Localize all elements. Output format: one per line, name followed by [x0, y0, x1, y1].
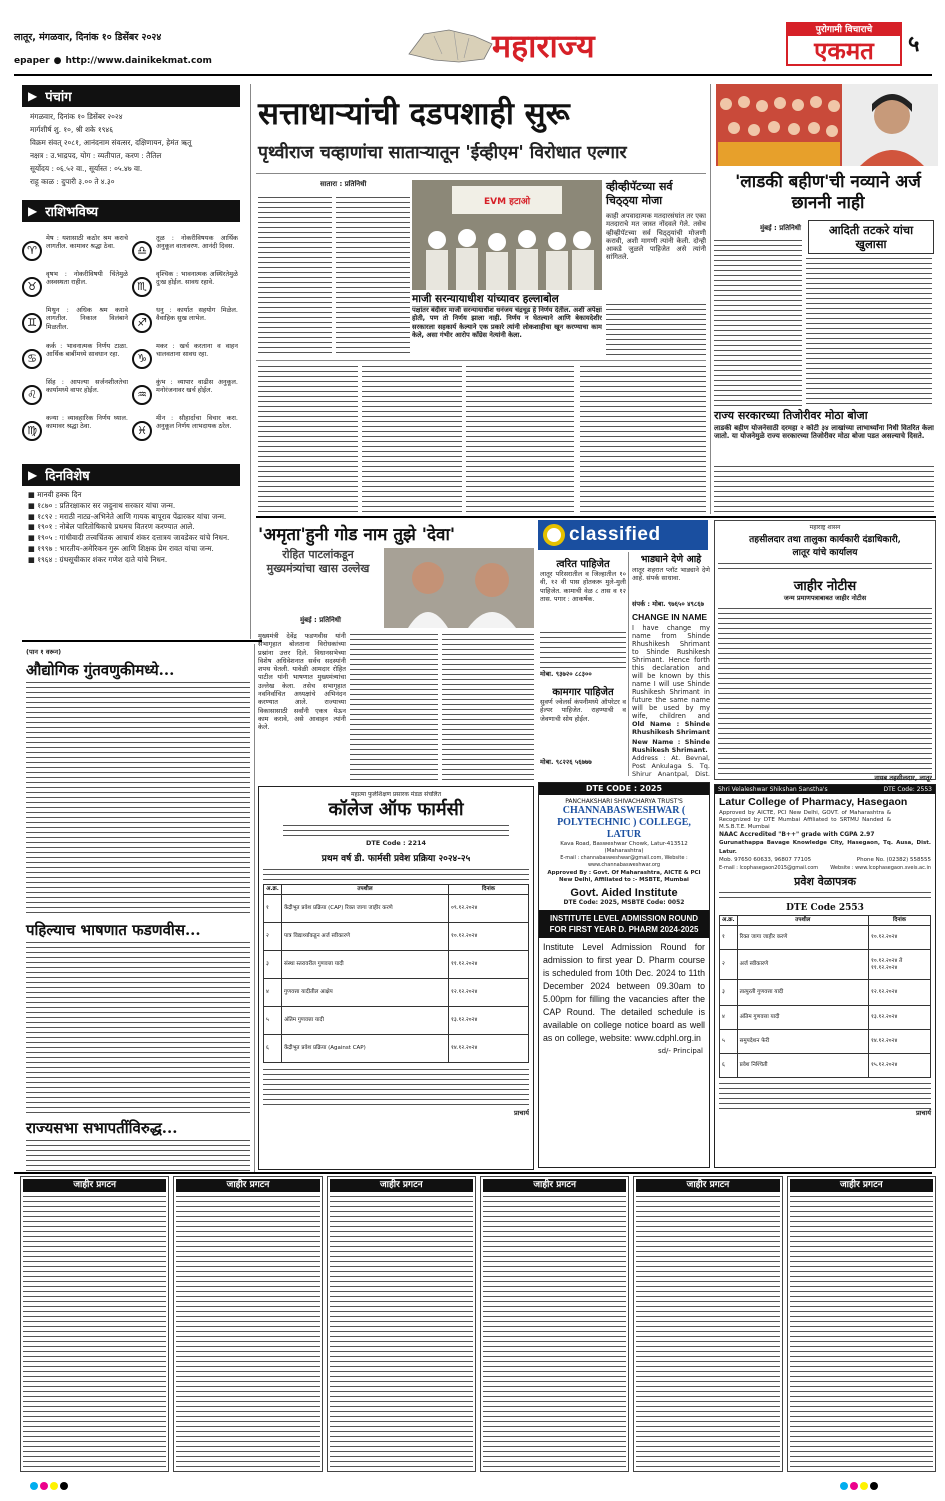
poly-approved: Approved By : Govt. Of Maharashtra, AICTE & PCI New Delhi, Affiliated to :- MSBTE, Mumbai	[547, 870, 701, 883]
pharmacy-dte: DTE Code : 2214	[365, 839, 427, 848]
col-divider	[250, 84, 251, 639]
lead-mid-rule	[256, 360, 706, 361]
classified-header	[538, 520, 708, 550]
change-old-name: Old Name : Shinde Rhushikesh Shrimant	[632, 720, 710, 736]
masthead	[14, 22, 932, 74]
dinvishesh-header	[22, 464, 240, 486]
panchang-line: मार्गशीर्ष शु. १०, श्री शके १९४६	[30, 125, 114, 134]
classified-phone3: संपर्क : मोबा. ९७६५० ४९८६७	[632, 600, 704, 608]
panchang-line: राहू काळ : दुपारी ३.०० ते ४.३०	[30, 177, 115, 186]
latur-code: DTE Code 2553	[786, 903, 864, 914]
amruta-col2	[350, 632, 438, 782]
poly-sign: sd/- Principal	[657, 1047, 703, 1056]
lead-photo-caption: माजी सरन्यायाधीश यांच्यावर हल्लाबोल	[412, 292, 602, 307]
rashi-item: ♓ मीन : सौहार्दाचा विचार करा. अनुकूल निर्णय लाभदायक ठरेल.	[132, 414, 238, 447]
ladki-note-more	[714, 464, 934, 512]
panchang-icon: ▶	[28, 89, 38, 103]
rashi-item: ♊ मिथुन : अधिक श्रम करावे लागतील. निकाल विलंबाने मिळतील.	[22, 306, 128, 339]
rashi-left-col	[22, 234, 128, 450]
lead-photo-note: पक्षांतर बंदीवर माजी सरन्यायाधीश धनंजय चंद्रचूड हे निर्णय देतील. अशी अपेक्षा होती, पण तो निर्णय झाला नाही. निर्णय न घेतल्याने आणि बेकायदेशीर सरकारला सहकार्य केल्याने एक प्रकारे त्यांनी लोकशाहीचा खून करण्याचा काम केले, असा गंभीर आरोप काँग्रेस नेत्यांनी केला.	[412, 306, 602, 339]
dinvishesh-item: ■ १९९७ : भारतीय-अमेरिकन गुरू आणि शिक्षक प्रेम रावत यांचा जन्म.	[28, 543, 214, 553]
notice-body	[790, 1194, 933, 1468]
lead-col2	[336, 195, 410, 355]
story2-body	[26, 940, 250, 1114]
lead-dateline: सातारा : प्रतिनिधी	[320, 180, 367, 188]
poly-banner: INSTITUTE LEVEL ADMISSION ROUND FOR FIRST YEAR D. PHARM 2024-2025	[539, 910, 709, 938]
paper-tagline: पुरोगामी विचाराचे	[788, 24, 900, 36]
dinvishesh-item: ■ १९६४ : ग्रंथसूचीकार शंकर गणेश दाते यांचे निधन.	[28, 554, 168, 564]
latur-intro	[719, 890, 931, 902]
latur-society: Shri Velaleshwar Shikshan Sanstha's	[718, 786, 828, 793]
classified-title: classified	[569, 524, 661, 545]
classified-head2: कामगार पाहिजेत	[552, 687, 614, 698]
panchang-line: मंगळवार, दिनांक १० डिसेंबर २०२४	[30, 112, 123, 121]
table-row: ४ गुणवत्ता यादीतील आक्षेप १२.१२.२०२४	[264, 978, 529, 1006]
latur-naac: NAAC Accredited "B++" grade with CGPA 2.97	[719, 831, 875, 838]
latur-footer	[719, 1081, 931, 1109]
change-new-name: New Name : Shinde Rushikesh Shrimant.	[632, 738, 710, 754]
classified-text3: लातूर शहरात प्लॉट भाड्याने देणे आहे. संपर्क साधावा.	[632, 566, 710, 583]
lead-body-2	[362, 364, 462, 514]
masthead-rule	[14, 74, 932, 76]
ladki-dateline: मुंबई : प्रतिनिधी	[760, 224, 801, 232]
classified-text2: सुवर्ण ज्वेलर्स कंपनीमध्ये ऑपरेटर व हेल्पर पाहिजेत. राहण्याची व जेवणाची सोय होईल.	[540, 698, 626, 723]
panchang-header	[22, 85, 240, 107]
lead-body-1	[258, 364, 358, 514]
rashi-item: ♑ मकर : खर्च करताना व वाहन चालवताना सावध रहा.	[132, 342, 238, 375]
paper-logo	[786, 22, 902, 66]
latur-phone: Phone No. (02382) 558555	[856, 856, 931, 863]
lead-rule	[256, 173, 706, 174]
scorpio-icon: ♏	[132, 277, 152, 297]
poly-code2: DTE Code: 2025, MSBTE Code: 0052	[563, 899, 685, 906]
dinvishesh-item: ■ मानवी हक्क दिन	[28, 490, 82, 499]
gemini-icon: ♊	[22, 313, 42, 333]
rashi-header	[22, 200, 240, 222]
rashi-item: ♏ वृश्चिक : भावनात्मक अस्थिरतेमुळे दुःख होईल. सावध रहावे.	[132, 270, 238, 303]
latur-college-ad	[714, 784, 936, 1168]
rashi-title: राशिभविष्य	[45, 205, 99, 220]
photo-banner-text: EVM हटाओ	[483, 197, 531, 207]
classified-logo-icon	[543, 524, 565, 546]
notice-body	[483, 1194, 626, 1468]
rashi-item: ♒ कुंभ : व्यापार वाढीस अनुकूल. मनोरंजनावर खर्च होईल.	[132, 378, 238, 411]
ladki-subhead2: राज्य सरकारच्या तिजोरीवर मोठा बोजा	[714, 409, 868, 422]
pisces-icon: ♓	[132, 421, 152, 441]
lead-headline: सत्ताधाऱ्यांची दडपशाही सुरू	[258, 96, 570, 132]
notice-body	[23, 1194, 166, 1468]
aquarius-icon: ♒	[132, 385, 152, 405]
amruta-photo	[384, 548, 534, 628]
story1-headline: औद्योगिक गुंतवणुकीमध्ये...	[26, 661, 175, 679]
tahsil-ref	[718, 561, 932, 573]
notice-body	[636, 1194, 779, 1468]
maharashtra-map-graphic	[404, 24, 499, 66]
rashi-item: ♐ धनु : कार्यात सहयोग मिळेल. वैवाहिक सुख लाभेल.	[132, 306, 238, 339]
dinvishesh-item: ■ १९०१ : नोबेल पारितोषिकाचे प्रथमच वितरण करण्यात आले.	[28, 522, 195, 532]
latur-schedule-table: अ.क्र. तपशील दिनांक १ रिक्त जागा जाहीर करणे १०.१२.२०२४ २ अर्ज स्वीकारणे १०.१२.२०२४ ते ११.१२.२०२४ ३ तात्पुरती गुणवत्ता यादी १२.१२.२०२४ ४ अंतिम गुणवत्ता यादी १३.१२.२०२४ ५ समुपदेशन फेरी १४.१२.२०२४ ६ प्रवेश निश्चिती १५.१२.२०२४	[719, 915, 931, 1078]
pharmacy-ad	[258, 786, 534, 1170]
rashi-right-col	[132, 234, 238, 450]
pharmacy-intro	[263, 867, 529, 881]
panchang-title: पंचांग	[45, 90, 72, 105]
rashi-item: ♌ सिंह : आपल्या सर्जनशीलतेचा कार्यामध्ये वापर होईल.	[22, 378, 128, 411]
registration-marks-right	[840, 1482, 878, 1490]
vvpat-text: काही अपवादात्मक मतदारसंघांत तर एका मतदाराचे मत जास्त नोंदवले गेले. तसेच व्हीव्हीपॅटच्या सर्व चिठ्ठ्यांची मोजणी करावी, अशी मागणी त्यांनी केली. दोन्ही आकडे जुळले पाहिजेत असे त्यांनी सांगितले.	[606, 212, 706, 262]
pharmacy-title: कॉलेज ऑफ फार्मसी	[328, 799, 464, 821]
website-link[interactable]: http://www.dainikekmat.com	[65, 56, 212, 66]
table-row: ५ समुपदेशन फेरी १४.१२.२०२४	[720, 1030, 931, 1054]
leo-icon: ♌	[22, 385, 42, 405]
classified-phone1: मोबा. ९३७२० ८८३००	[540, 670, 592, 678]
pharmacy-footer	[263, 1067, 529, 1107]
tahsil-notice	[714, 520, 936, 780]
poly-contact: E-mail : channabasweshwar@gmail.com, Website : www.channabasweshwar.org	[560, 855, 688, 868]
classified-text1-more	[540, 630, 626, 668]
latur-sign: प्राचार्य	[916, 1109, 931, 1118]
panchang-line: सूर्योदय : ०६.५२ वा., सूर्यास्त : ०५.४७ वा.	[30, 164, 143, 173]
latur-web: Website : www.lcophasegaon.sveis.ac.in	[830, 865, 931, 872]
ladki-subbox: आदिती तटकरे यांचा खुलासा	[808, 220, 934, 254]
public-notice	[787, 1176, 936, 1472]
poly-address: Kava Road, Basweshwar Chowk, Latur-413512 (Maharashtra)	[560, 841, 688, 854]
dinvishesh-item: ■ १८९२ : मराठी नाट्य-अभिनेते आणि गायक बापूराव पेंढारकर यांचा जन्म.	[28, 511, 227, 521]
tahsil-office: तहसीलदार तथा तालुका कार्यकारी दंडाधिकारी,	[749, 535, 901, 546]
taurus-icon: ♉	[22, 277, 42, 297]
dinvishesh-icon: ▶	[28, 468, 38, 482]
classified-text1: लातूर परिसरातील व जिल्हातील १० वी, १२ वी पास होतकरू मुले-मुली पाहिजेत. कामाची वेळ ८ तास व १२ तास. पगार : आकर्षक.	[540, 570, 626, 603]
public-notices-row	[20, 1176, 936, 1472]
tahsil-body	[718, 606, 932, 774]
tahsil-sub: जन्म प्रमाणपत्राबाबत जाहीर नोटीस	[783, 594, 867, 603]
lead-col1	[258, 195, 332, 355]
amruta-subhead: रोहित पाटलांकडून मुख्यमंत्र्यांचा खास उल्लेख	[266, 548, 370, 575]
table-row: २ अर्ज स्वीकारणे १०.१२.२०२४ ते ११.१२.२०२४	[720, 950, 931, 980]
col-divider	[710, 84, 711, 514]
classified-divider	[628, 552, 629, 776]
vvpat-more	[606, 302, 706, 357]
poly-name: CHANNABASWESHWAR ( POLYTECHNIC ) COLLEGE, LATUR	[557, 805, 691, 840]
public-notice	[633, 1176, 782, 1472]
aries-icon: ♈	[22, 241, 42, 261]
epaper-line	[14, 56, 212, 66]
paper-name: एकमत	[814, 36, 874, 65]
lower-rule	[14, 1172, 932, 1174]
panchang-box	[22, 85, 240, 193]
notice-body	[330, 1194, 473, 1468]
pharmacy-address	[283, 823, 509, 837]
dinvishesh-item: ■ १८७० : प्रतिरक्षाकार सर जदुनाथ सरकार यांचा जन्म.	[28, 500, 176, 510]
public-notice	[173, 1176, 322, 1472]
amruta-body: मुख्यमंत्री देवेंद्र फडणवीस यांनी सभागृहात बोलताना विरोधकांच्या प्रश्नांना उत्तर दिले. विधानसभेच्या विशेष अधिवेशनात सर्वच सदस्यांनी शपथ घेतली. यावेळी आमदार रोहित पाटील यांनी भाषणात मुख्यमंत्र्यांचा उल्लेख केला. तसेच सभागृहात नवनिर्वाचित अध्यक्षांचे अभिनंदन करण्यात आले. राज्याच्या विकासासाठी सर्वांनी एकत्र येऊन काम करावे, असे आवाहन त्यांनी केले.	[258, 632, 346, 732]
minister-photo	[842, 84, 938, 166]
latur-name: Latur College of Pharmacy, Hasegaon	[719, 796, 908, 808]
table-row: ३ तात्पुरती गुणवत्ता यादी १२.१२.२०२४	[720, 980, 931, 1006]
public-notice	[480, 1176, 629, 1472]
rashi-item: ♋ कर्क : भावनात्मक निर्णय टाळा. आर्थिक बाबींमध्ये सावधान रहा.	[22, 342, 128, 375]
change-name-text: I have change my name from Shinde Rhushikesh Shrimant to Shinde Rushikesh Shrimant. Hence forth this declaration and will be known by this name I will use Shinde Rushikesh Shrimant in future the same name will be used by my wife, children and	[632, 624, 710, 720]
ladki-headline: 'लाडकी बहीण'ची नव्याने अर्ज छाननी नाही	[735, 172, 921, 213]
rashi-box	[22, 200, 240, 462]
table-row: १ केंद्रीभूत प्रवेश प्रक्रिया (CAP) रिक्त जागा जाहीर करणे ०९.१२.२०२४	[264, 894, 529, 922]
amruta-col3	[442, 632, 534, 782]
notice-title: जाहीर प्रगटन	[483, 1179, 626, 1192]
poly-ad	[538, 782, 710, 1168]
cancer-icon: ♋	[22, 349, 42, 369]
notice-title: जाहीर प्रगटन	[330, 1179, 473, 1192]
lead-body-3	[466, 364, 574, 514]
lead-photo	[412, 180, 602, 290]
poly-dte: DTE CODE : 2025	[539, 783, 709, 795]
story1-body	[26, 680, 250, 916]
latur-address: Gurunathappa Bavage Knowledge City, Hasegaon, Tq. Ausa, Dist. Latur.	[719, 840, 931, 855]
latur-dte: DTE Code: 2553	[883, 786, 932, 793]
pharmacy-schedule-table: अ.क्र. तपशील दिनांक १ केंद्रीभूत प्रवेश प्रक्रिया (CAP) रिक्त जागा जाहीर करणे ०९.१२.२०२४ २ पात्र विद्यार्थ्यांकडून अर्ज स्वीकारणे १०.१२.२०२४ ३ संस्था स्तरावरील गुणवत्ता यादी ११.१२.२०२४ ४ गुणवत्ता यादीतील आक्षेप १२.१२.२०२४ ५ अंतिम गुणवत्ता यादी १३.१२.२०२४ ६ केंद्रीभूत प्रवेश प्रक्रिया (Against CAP) १४.१२.२०२४	[263, 884, 529, 1063]
page-number: ५	[908, 31, 920, 57]
upper-rule	[256, 516, 936, 518]
panchang-line: विक्रम संवत् २०८१, आनंदनाम संवत्सर, दक्षिणायन, हेमंत ऋतू	[30, 138, 192, 147]
table-row: ६ केंद्रीभूत प्रवेश प्रक्रिया (Against CAP) १४.१२.२०२४	[264, 1034, 529, 1062]
change-name-head: CHANGE IN NAME	[632, 612, 708, 622]
pharmacy-sign: प्राचार्य	[514, 1108, 529, 1117]
notice-title: जाहीर प्रगटन	[176, 1179, 319, 1192]
poly-body: Institute Level Admission Round for admission to first year D. Pharm course is scheduled from 10th Dec. 2024 to 11th December 2024 between 09.30am to 5.00pm for filling the vacancies after the CAP Round. The detailed schedule is available on college notice board as well as on college, website: www.cdphl.org.in	[543, 942, 705, 1044]
dinvishesh-item: ■ १९०५ : गांधीवादी तत्त्वचिंतक आचार्य शंकर दत्तात्रय जावडेकर यांचे निधन.	[28, 533, 230, 543]
poly-trust: PANCHAKSHARI SHIVACHARYA TRUST'S	[565, 798, 683, 805]
story3-body	[26, 1138, 250, 1174]
notice-title: जाहीर प्रगटन	[636, 1179, 779, 1192]
ladki-col1	[714, 238, 802, 406]
col-divider	[254, 644, 255, 1174]
latur-mob: Mob. 97650 60633, 96807 77105	[719, 856, 812, 863]
public-notice	[327, 1176, 476, 1472]
tahsil-title: जाहीर नोटीस	[793, 579, 857, 595]
notice-title: जाहीर प्रगटन	[23, 1179, 166, 1192]
notice-body	[176, 1194, 319, 1468]
amruta-dateline: मुंबई : प्रतिनिधी	[300, 616, 341, 624]
rashi-item: ♎ तूळ : नोकरीविषयक आर्थिक अनुकूल वातावरण. आनंदी दिवस.	[132, 234, 238, 267]
lead-body-4	[580, 364, 706, 514]
rashi-item: ♈ मेष : यशासाठी कठोर श्रम कराचे लागतील. कामावर श्रद्धा ठेवा.	[22, 234, 128, 267]
story2-headline: पहिल्याच भाषणात फडणवीस...	[26, 921, 201, 939]
table-row: ५ अंतिम गुणवत्ता यादी १३.१२.२०२४	[264, 1006, 529, 1034]
classified-head1: त्वरित पाहिजेत	[556, 559, 610, 570]
latur-email: E-mail : lcophasegaon2015@gmail.com	[719, 865, 819, 872]
latur-notice: प्रवेश वेळापत्रक	[794, 875, 856, 889]
table-row: ३ संस्था स्तरावरील गुणवत्ता यादी ११.१२.२०२४	[264, 950, 529, 978]
pharmacy-notice: प्रथम वर्ष डी. फार्मसी प्रवेश प्रक्रिया २०२४-२५	[321, 853, 471, 864]
panchang-line: नक्षत्र : उ.भाद्रपद, योग : व्यतीपात, करण : तैतिल	[30, 151, 162, 160]
libra-icon: ♎	[132, 241, 152, 261]
ladki-crowd-photo	[716, 84, 842, 166]
ladki-note: लाडकी बहीण योजनेसाठी दरमहा २ कोटी ३४ लाखांच्या लाभार्थ्यांना निधी वितरित केला जातो. या योजनेमुळे राज्य सरकारच्या तिजोरीवर मोठा बोजा पडत असल्याचे दिसते.	[714, 424, 934, 441]
amruta-headline: 'अमृता'हुनी गोड नाम तुझे 'देवा'	[258, 525, 456, 545]
registration-marks-left	[30, 1482, 68, 1490]
ladki-col2	[806, 256, 932, 406]
public-notice	[20, 1176, 169, 1472]
capricorn-icon: ♑	[132, 349, 152, 369]
tahsil-top: महाराष्ट्र शासन	[809, 524, 841, 531]
tahsil-office2: लातूर यांचे कार्यालय	[792, 548, 858, 559]
table-row: १ रिक्त जागा जाहीर करणे १०.१२.२०२४	[720, 926, 931, 950]
classified-phone2: मोबा. ९८२२६ ५६७७७	[540, 758, 592, 766]
rashi-item: ♍ कन्या : व्यावहारिक निर्णय घ्याल. कामावर श्रद्धा ठेवा.	[22, 414, 128, 447]
rashi-icon: ▶	[28, 204, 38, 218]
poly-aided: Govt. Aided Institute	[570, 887, 678, 899]
left-block-rule	[22, 640, 262, 642]
dateline: लातूर, मंगळवार, दिनांक १० डिसेंबर २०२४	[14, 32, 162, 43]
continued-label: (पान १ वरून)	[26, 648, 62, 656]
dinvishesh-box	[22, 464, 240, 634]
classified-head3: भाड्याने देणे आहे	[640, 554, 702, 565]
tahsil-sign: नायब तहसीलदार, लातूर	[874, 773, 932, 782]
latur-approved: Approved by AICTE, PCI New Delhi, GOVT. of Maharashtra & Recognized by DTE Mumbai Affiliated to SRTMU Nanded & M.S.B.T.E. Mumbai	[719, 810, 891, 830]
table-row: ४ अंतिम गुणवत्ता यादी १३.१२.२०२४	[720, 1006, 931, 1030]
sagittarius-icon: ♐	[132, 313, 152, 333]
table-row: ६ प्रवेश निश्चिती १५.१२.२०२४	[720, 1054, 931, 1078]
dinvishesh-title: दिनविशेष	[45, 469, 90, 484]
story3-headline: राज्यसभा सभापतींविरुद्ध...	[26, 1119, 178, 1137]
vvpat-headline: व्हीव्हीपॅटच्या सर्व चिठ्ठ्या मोजा	[606, 180, 673, 207]
rashi-item: ♉ वृषभ : नोकरीविषयी चिंतेमुळे अस्वस्थता राहील.	[22, 270, 128, 303]
change-address: Address : At. Bevnal, Post Ankulaga S. Tq. Shirur Anantpal, Dist.	[632, 754, 710, 778]
table-row: २ पात्र विद्यार्थ्यांकडून अर्ज स्वीकारणे १०.१२.२०२४	[264, 922, 529, 950]
globe-icon: ●	[53, 56, 62, 66]
lead-subhead: पृथ्वीराज चव्हाणांचा साताऱ्यातून 'ईव्हीएम' विरोधात एल्गार	[258, 143, 627, 163]
pharmacy-society: महात्मा फुलेशिक्षण प्रसारक मंडळ संचलित	[350, 791, 442, 798]
epaper-label: epaper	[14, 56, 50, 66]
virgo-icon: ♍	[22, 421, 42, 441]
notice-title: जाहीर प्रगटन	[790, 1179, 933, 1192]
section-title: महाराज्य	[492, 27, 595, 65]
